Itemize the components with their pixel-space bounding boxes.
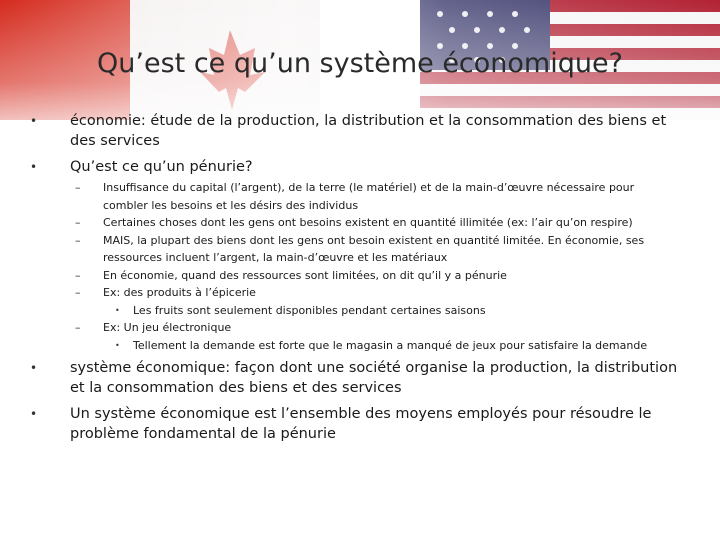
sub-sub-item-demande [30, 337, 680, 355]
sub-item-text: En économie, quand des ressources sont limitées, on dit qu’il y a pénurie [103, 268, 507, 282]
slide-content [30, 111, 680, 450]
bullet-item-ensemble-moyens [30, 404, 680, 444]
sub-item-text: Insuffisance du capital (l’argent), de la terre (le matériel) et de la main-d’œuvre nécessaire pour combler les besoins et les désirs des individus [103, 181, 635, 212]
sub-item-text: Certaines choses dont les gens ont besoins existent en quantité illimitée (ex: l’air qu’on respire) [103, 216, 633, 229]
dash-icon: – [75, 216, 81, 229]
bullet-item-economie [30, 111, 680, 151]
dash-icon: – [75, 286, 81, 299]
bullet-item-penurie [30, 157, 680, 177]
bullet-icon: • [30, 361, 38, 375]
sub-item-insuffisance [30, 179, 680, 214]
slide-title: Qu’est ce qu’un système économique? [97, 48, 623, 79]
bullet-text: système économique: façon dont une société organise la production, la distribution et la consommation des biens et des services [70, 360, 678, 396]
sub-sub-item-text: Les fruits sont seulement disponibles pendant certaines saisons [133, 303, 486, 317]
dash-icon: – [75, 268, 81, 282]
bullet-icon: • [115, 340, 120, 350]
bullet-item-systeme-economique [30, 358, 680, 398]
sub-item-text: MAIS, la plupart des biens dont les gens ont besoin existent en quantité limitée. En économie, ses ressources incluent l’argent, la main-d’œuvre et les matériaux [103, 233, 645, 264]
sub-item-epicerie [30, 284, 680, 302]
bullet-icon: • [30, 160, 38, 174]
bullet-list [30, 111, 680, 444]
sub-item-ressources-limitees [30, 267, 680, 285]
sub-item-text: Ex: Un jeu électronique [103, 321, 232, 334]
bullet-icon: • [115, 305, 120, 315]
dash-icon: – [75, 181, 81, 194]
sub-sub-item-text: Tellement la demande est forte que le magasin a manqué de jeux pour satisfaire la demande [133, 338, 648, 352]
sub-item-text: Ex: des produits à l’épicerie [103, 286, 256, 299]
dash-icon: – [75, 321, 81, 334]
sub-item-illimitee [30, 214, 680, 232]
bullet-text: Qu’est ce qu’un pénurie? [70, 159, 253, 175]
bullet-icon: • [30, 407, 38, 421]
sub-item-limitee [30, 232, 680, 267]
sub-sub-item-fruits [30, 302, 680, 320]
dash-icon: – [75, 233, 81, 247]
bullet-text: économie: étude de la production, la distribution et la consommation des biens et des services [70, 113, 667, 149]
bullet-text: Un système économique est l’ensemble des moyens employés pour résoudre le problème fondamental de la pénurie [70, 406, 652, 442]
bullet-icon: • [30, 114, 38, 128]
sub-item-jeu-electronique [30, 319, 680, 337]
